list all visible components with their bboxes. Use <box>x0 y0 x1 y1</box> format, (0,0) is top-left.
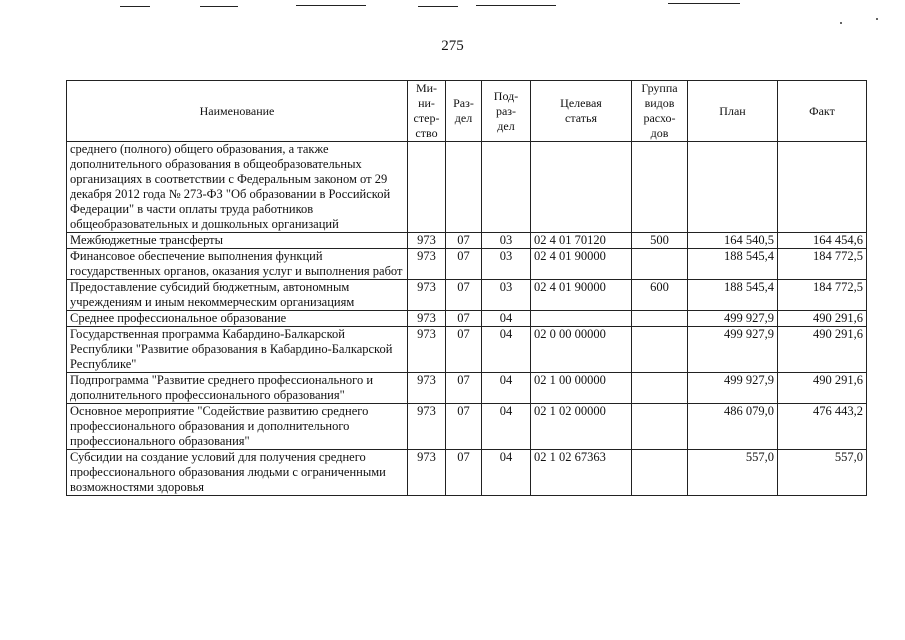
cell-target: 02 4 01 90000 <box>531 280 632 311</box>
cell-subsection: 03 <box>482 249 531 280</box>
cell-name: Основное мероприятие "Содействие развитию среднего профессионального образования и дополнительного профессионального образования" <box>67 404 408 450</box>
header-fact: Факт <box>778 81 867 142</box>
cell-fact: 164 454,6 <box>778 233 867 249</box>
header-subsection: Под- раз- дел <box>482 81 531 142</box>
cell-target: 02 1 00 00000 <box>531 373 632 404</box>
cell-name: Среднее профессиональное образование <box>67 311 408 327</box>
table-row <box>67 311 867 327</box>
cell-plan <box>688 142 778 233</box>
cell-section: 07 <box>446 249 482 280</box>
cell-group <box>632 311 688 327</box>
cell-target: 02 4 01 70120 <box>531 233 632 249</box>
cell-section: 07 <box>446 404 482 450</box>
cell-section: 07 <box>446 311 482 327</box>
scan-speck <box>840 22 842 24</box>
cell-target: 02 4 01 90000 <box>531 249 632 280</box>
cell-name: Межбюджетные трансферты <box>67 233 408 249</box>
cell-fact: 490 291,6 <box>778 327 867 373</box>
cell-plan: 557,0 <box>688 450 778 496</box>
cell-name: среднего (полного) общего образования, а также дополнительного образования в общеобразовательных организациях в соответствии с Федеральным законом от 29 декабря 2012 года № 273-ФЗ "Об образовании в Российской Федерации" в части оплаты труда работников общеобразовательных и дошкольных организаций <box>67 142 408 233</box>
table-row <box>67 249 867 280</box>
cell-subsection <box>482 142 531 233</box>
cell-ministry <box>408 142 446 233</box>
cell-name: Предоставление субсидий бюджетным, автономным учреждениям и иным некоммерческим организациям <box>67 280 408 311</box>
cell-plan: 499 927,9 <box>688 327 778 373</box>
cell-fact: 184 772,5 <box>778 249 867 280</box>
cell-group <box>632 249 688 280</box>
scan-speck <box>876 18 878 20</box>
cell-subsection: 04 <box>482 404 531 450</box>
cell-plan: 499 927,9 <box>688 373 778 404</box>
cell-group <box>632 142 688 233</box>
cell-subsection: 04 <box>482 373 531 404</box>
cell-section: 07 <box>446 373 482 404</box>
scan-artifact-line <box>200 6 238 7</box>
cell-ministry: 973 <box>408 249 446 280</box>
scan-artifact-line <box>296 5 366 6</box>
table-body <box>67 142 867 496</box>
header-plan: План <box>688 81 778 142</box>
cell-target: 02 1 02 00000 <box>531 404 632 450</box>
cell-section: 07 <box>446 233 482 249</box>
cell-group: 600 <box>632 280 688 311</box>
cell-ministry: 973 <box>408 311 446 327</box>
cell-plan: 188 545,4 <box>688 280 778 311</box>
cell-ministry: 973 <box>408 373 446 404</box>
table-row <box>67 327 867 373</box>
cell-section: 07 <box>446 327 482 373</box>
cell-fact: 476 443,2 <box>778 404 867 450</box>
cell-ministry: 973 <box>408 280 446 311</box>
cell-target: 02 0 00 00000 <box>531 327 632 373</box>
cell-target: 02 1 02 67363 <box>531 450 632 496</box>
cell-section: 07 <box>446 280 482 311</box>
cell-group <box>632 373 688 404</box>
cell-plan: 486 079,0 <box>688 404 778 450</box>
cell-target <box>531 142 632 233</box>
budget-table <box>66 80 867 496</box>
cell-subsection: 04 <box>482 327 531 373</box>
cell-subsection: 03 <box>482 233 531 249</box>
page-number: 275 <box>441 38 464 54</box>
header-name: Наименование <box>67 81 408 142</box>
cell-section <box>446 142 482 233</box>
cell-section: 07 <box>446 450 482 496</box>
cell-subsection: 03 <box>482 280 531 311</box>
cell-group: 500 <box>632 233 688 249</box>
cell-name: Субсидии на создание условий для получения среднего профессионального образования людьми с ограниченными возможностями здоровья <box>67 450 408 496</box>
cell-name: Государственная программа Кабардино-Балкарской Республики "Развитие образования в Кабардино-Балкарской Республике" <box>67 327 408 373</box>
scan-artifact-line <box>668 3 740 4</box>
cell-subsection: 04 <box>482 450 531 496</box>
scan-artifact-line <box>418 6 458 7</box>
cell-ministry: 973 <box>408 404 446 450</box>
cell-group <box>632 327 688 373</box>
cell-subsection: 04 <box>482 311 531 327</box>
table-row <box>67 233 867 249</box>
cell-ministry: 973 <box>408 450 446 496</box>
cell-name: Финансовое обеспечение выполнения функций государственных органов, оказания услуг и выполнения работ <box>67 249 408 280</box>
table-header-row <box>67 81 867 142</box>
cell-fact: 184 772,5 <box>778 280 867 311</box>
cell-plan: 164 540,5 <box>688 233 778 249</box>
header-target: Целевая статья <box>531 81 632 142</box>
cell-group <box>632 404 688 450</box>
cell-fact: 557,0 <box>778 450 867 496</box>
cell-fact <box>778 142 867 233</box>
table-row <box>67 280 867 311</box>
table-row <box>67 450 867 496</box>
scan-artifact-line <box>120 6 150 7</box>
cell-group <box>632 450 688 496</box>
cell-ministry: 973 <box>408 233 446 249</box>
cell-fact: 490 291,6 <box>778 311 867 327</box>
header-group: Группа видов расхо- дов <box>632 81 688 142</box>
table-row <box>67 404 867 450</box>
cell-target <box>531 311 632 327</box>
cell-name: Подпрограмма "Развитие среднего профессионального и дополнительного профессионального образования" <box>67 373 408 404</box>
table-row <box>67 373 867 404</box>
cell-ministry: 973 <box>408 327 446 373</box>
table-row <box>67 142 867 233</box>
header-ministry: Ми- ни- стер- ство <box>408 81 446 142</box>
cell-plan: 188 545,4 <box>688 249 778 280</box>
cell-plan: 499 927,9 <box>688 311 778 327</box>
cell-fact: 490 291,6 <box>778 373 867 404</box>
scan-artifact-line <box>476 5 556 6</box>
header-section: Раз- дел <box>446 81 482 142</box>
